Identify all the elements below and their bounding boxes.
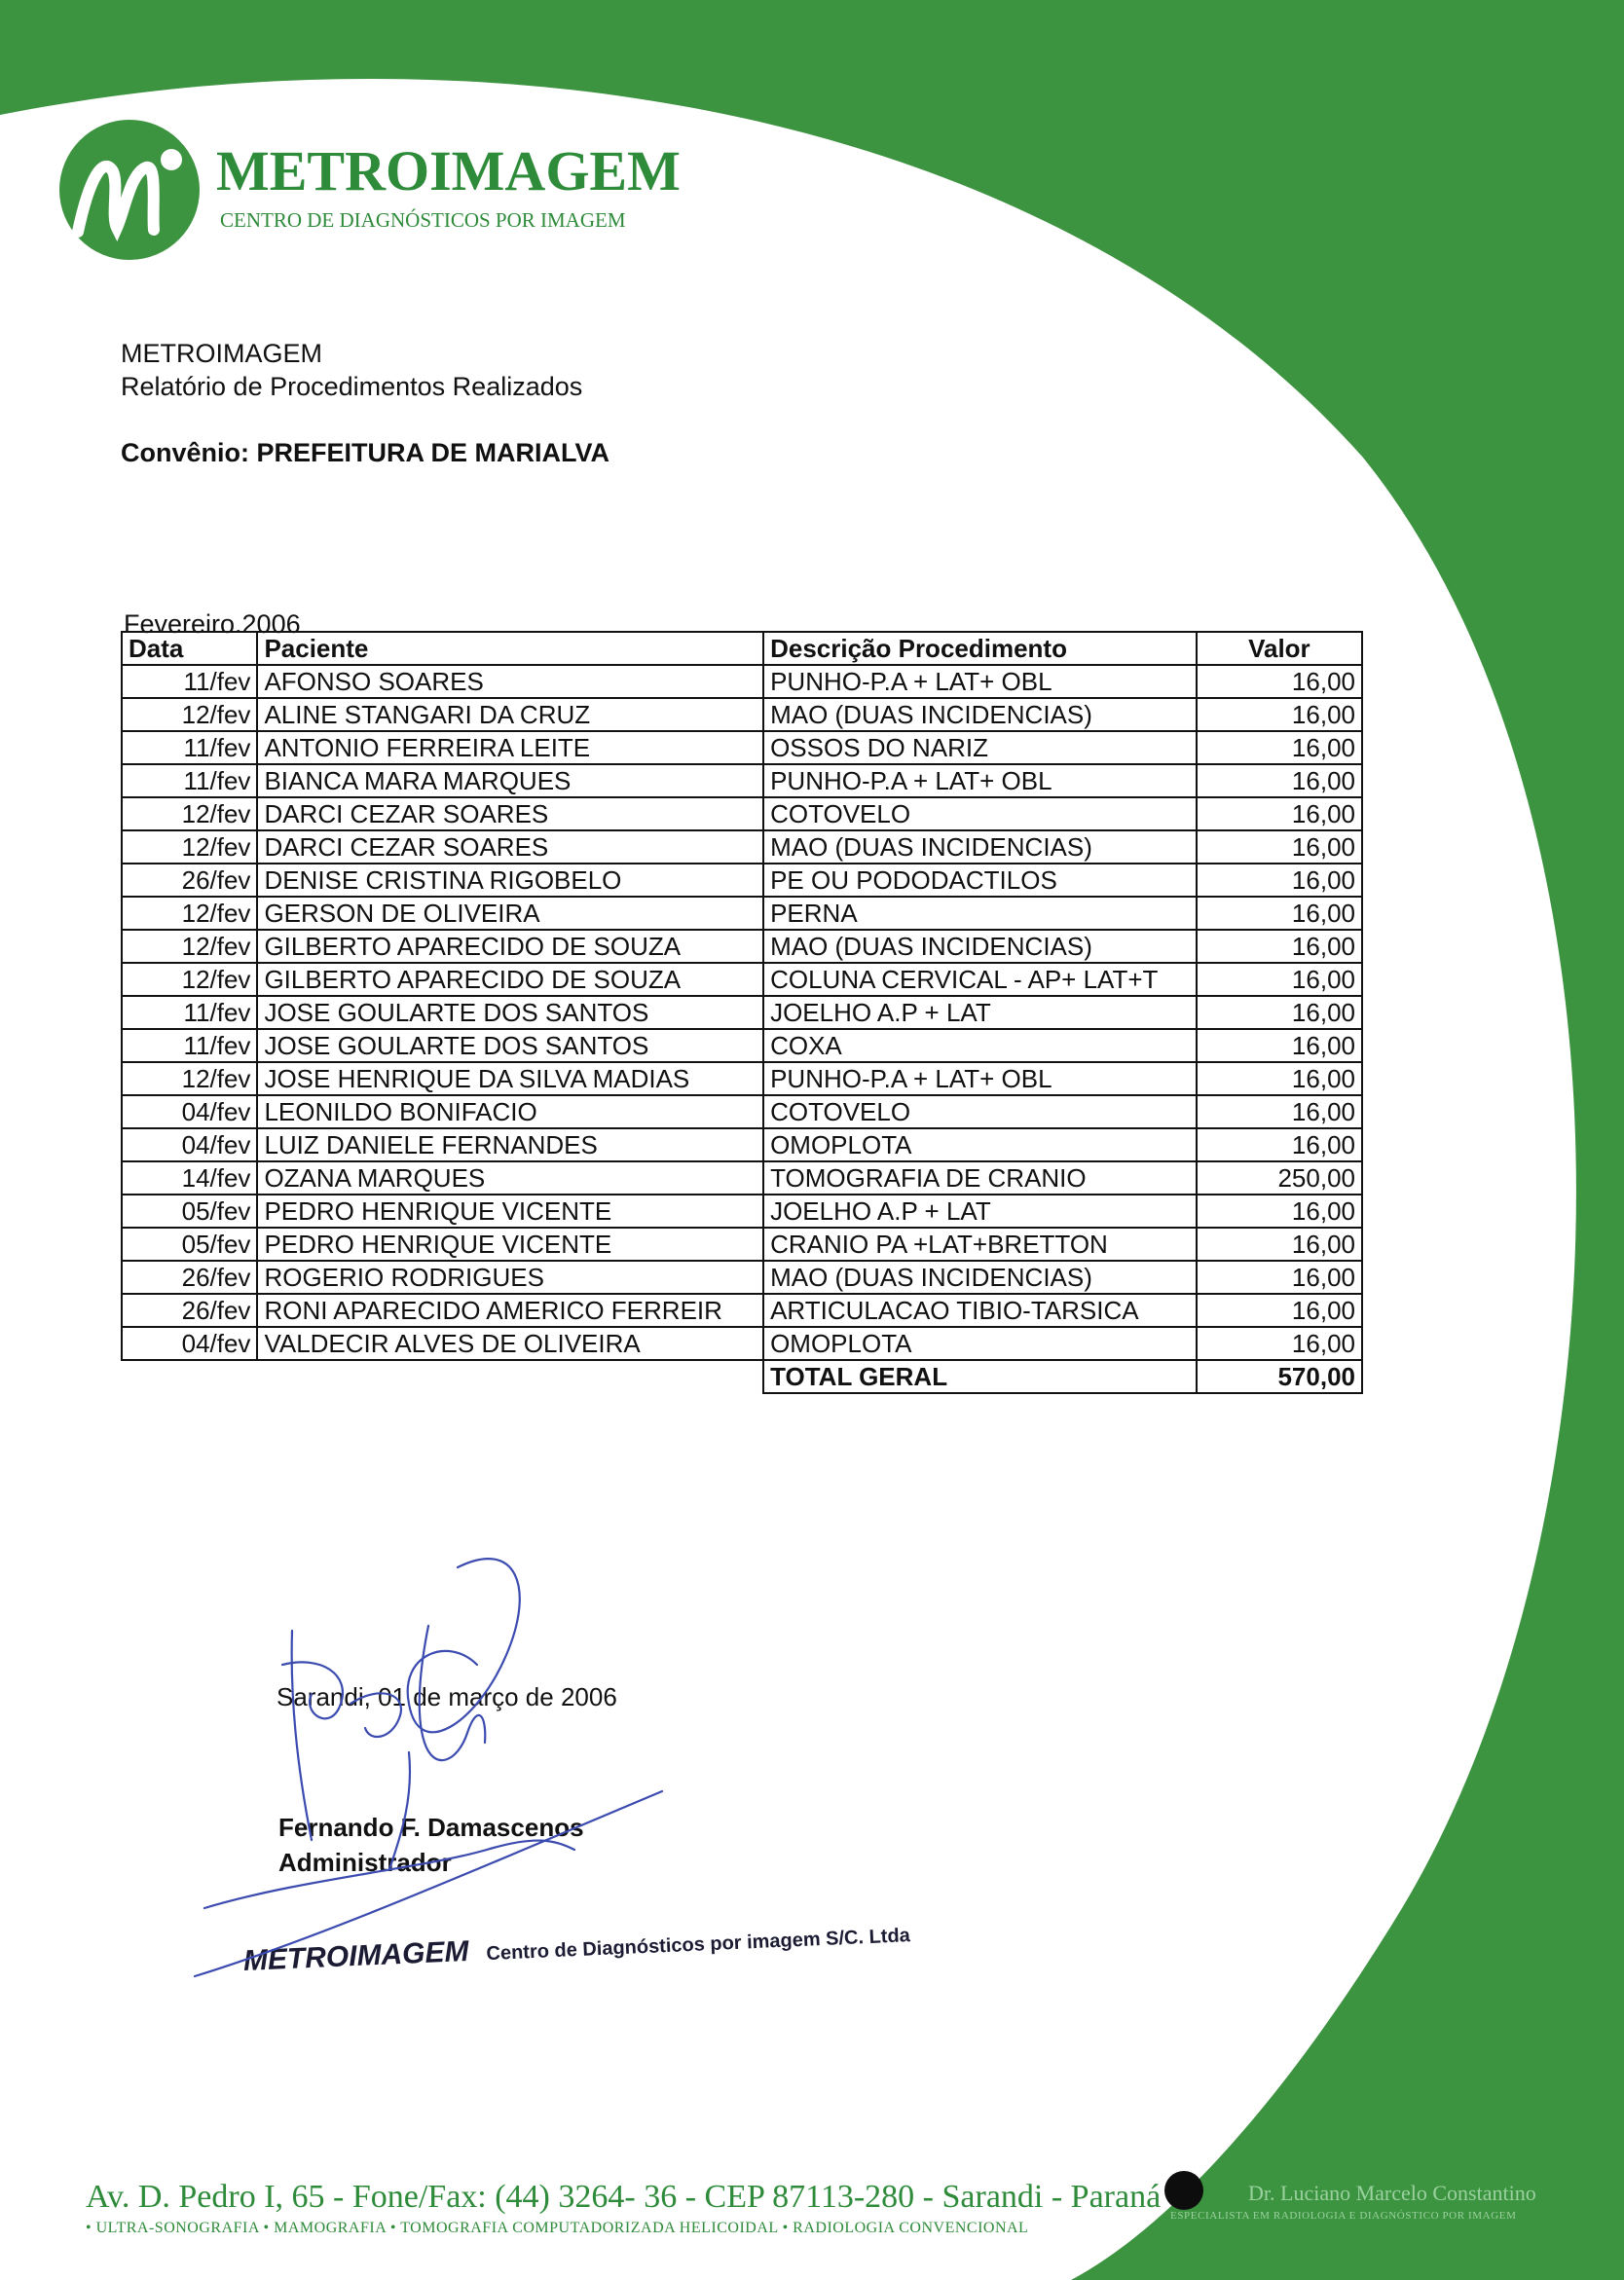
table-row (122, 1161, 1362, 1195)
column-header-procedure: Descrição Procedimento (763, 632, 1197, 665)
total-label: TOTAL GERAL (763, 1360, 1197, 1393)
table-row (122, 1062, 1362, 1095)
row-procedure: CRANIO PA +LAT+BRETTON (763, 1228, 1197, 1261)
row-date: 04/fev (122, 1095, 257, 1128)
procedures-table (121, 631, 1363, 1394)
row-patient: PEDRO HENRIQUE VICENTE (257, 1228, 763, 1261)
table-header-row (122, 632, 1362, 665)
row-value: 16,00 (1197, 1294, 1362, 1327)
total-value: 570,00 (1197, 1360, 1362, 1393)
table-row (122, 1294, 1362, 1327)
row-procedure: PUNHO-P.A + LAT+ OBL (763, 1062, 1197, 1095)
row-patient: GERSON DE OLIVEIRA (257, 897, 763, 930)
row-value: 16,00 (1197, 1327, 1362, 1360)
row-procedure: MAO (DUAS INCIDENCIAS) (763, 830, 1197, 864)
table-row (122, 797, 1362, 830)
report-period: Fevereiro.2006 (124, 609, 301, 639)
table-row (122, 1029, 1362, 1062)
brand-tagline: CENTRO DE DIAGNÓSTICOS POR IMAGEM (220, 208, 626, 232)
row-procedure: COTOVELO (763, 797, 1197, 830)
table-row (122, 1095, 1362, 1128)
row-procedure: OMOPLOTA (763, 1128, 1197, 1161)
row-date: 26/fev (122, 1294, 257, 1327)
row-procedure: JOELHO A.P + LAT (763, 996, 1197, 1029)
brand-name: METROIMAGEM (216, 139, 681, 202)
handwritten-signature (166, 1548, 711, 2015)
table-row (122, 897, 1362, 930)
row-value: 16,00 (1197, 1195, 1362, 1228)
row-procedure: PUNHO-P.A + LAT+ OBL (763, 665, 1197, 698)
footer-services: • ULTRA-SONOGRAFIA • MAMOGRAFIA • TOMOGRAFIA COMPUTADORIZADA HELICOIDAL • RADIOLOGIA CONVENCIONAL (86, 2220, 1029, 2236)
row-patient: JOSE HENRIQUE DA SILVA MADIAS (257, 1062, 763, 1095)
row-procedure: COLUNA CERVICAL - AP+ LAT+T (763, 963, 1197, 996)
report-title: Relatório de Procedimentos Realizados (121, 372, 583, 401)
row-date: 26/fev (122, 1261, 257, 1294)
table-row (122, 698, 1362, 731)
row-patient: PEDRO HENRIQUE VICENTE (257, 1195, 763, 1228)
row-date: 05/fev (122, 1195, 257, 1228)
row-procedure: MAO (DUAS INCIDENCIAS) (763, 930, 1197, 963)
row-patient: BIANCA MARA MARQUES (257, 764, 763, 797)
row-patient: VALDECIR ALVES DE OLIVEIRA (257, 1327, 763, 1360)
row-value: 16,00 (1197, 1095, 1362, 1128)
row-date: 12/fev (122, 797, 257, 830)
row-procedure: ARTICULACAO TIBIO-TARSICA (763, 1294, 1197, 1327)
table-row (122, 1261, 1362, 1294)
row-date: 05/fev (122, 1228, 257, 1261)
table-row (122, 1228, 1362, 1261)
row-procedure: PUNHO-P.A + LAT+ OBL (763, 764, 1197, 797)
metroimagem-logo-icon (56, 117, 203, 263)
row-patient: JOSE GOULARTE DOS SANTOS (257, 1029, 763, 1062)
row-date: 12/fev (122, 897, 257, 930)
row-procedure: MAO (DUAS INCIDENCIAS) (763, 1261, 1197, 1294)
row-date: 12/fev (122, 930, 257, 963)
doctor-name: Dr. Luciano Marcelo Constantino (1248, 2181, 1536, 2205)
row-value: 16,00 (1197, 764, 1362, 797)
table-row (122, 1195, 1362, 1228)
row-date: 11/fev (122, 665, 257, 698)
row-patient: OZANA MARQUES (257, 1161, 763, 1195)
row-procedure: PE OU PODODACTILOS (763, 864, 1197, 897)
row-date: 12/fev (122, 963, 257, 996)
convenio-line (121, 438, 609, 468)
row-procedure: OMOPLOTA (763, 1327, 1197, 1360)
row-patient: ANTONIO FERREIRA LEITE (257, 731, 763, 764)
row-value: 16,00 (1197, 996, 1362, 1029)
row-date: 12/fev (122, 1062, 257, 1095)
table-row (122, 864, 1362, 897)
row-patient: ROGERIO RODRIGUES (257, 1261, 763, 1294)
row-procedure: PERNA (763, 897, 1197, 930)
row-date: 11/fev (122, 996, 257, 1029)
table-row (122, 731, 1362, 764)
stamp-brand: METROIMAGEM (242, 1934, 470, 1977)
row-date: 12/fev (122, 830, 257, 864)
row-procedure: TOMOGRAFIA DE CRANIO (763, 1161, 1197, 1195)
row-value: 16,00 (1197, 1228, 1362, 1261)
row-procedure: OSSOS DO NARIZ (763, 731, 1197, 764)
row-value: 250,00 (1197, 1161, 1362, 1195)
place-date: Sarandi, 01 de março de 2006 (277, 1682, 617, 1711)
report-company: METROIMAGEM (121, 339, 322, 368)
row-value: 16,00 (1197, 1029, 1362, 1062)
signer-role: Administrador (278, 1848, 452, 1877)
total-row (122, 1360, 1362, 1393)
row-patient: LEONILDO BONIFACIO (257, 1095, 763, 1128)
row-patient: DARCI CEZAR SOARES (257, 830, 763, 864)
row-patient: DARCI CEZAR SOARES (257, 797, 763, 830)
row-value: 16,00 (1197, 864, 1362, 897)
table-row (122, 830, 1362, 864)
row-patient: GILBERTO APARECIDO DE SOUZA (257, 963, 763, 996)
row-value: 16,00 (1197, 830, 1362, 864)
table-row (122, 996, 1362, 1029)
table-row (122, 963, 1362, 996)
row-date: 11/fev (122, 1029, 257, 1062)
row-value: 16,00 (1197, 930, 1362, 963)
row-value: 16,00 (1197, 731, 1362, 764)
doctor-title: ESPECIALISTA EM RADIOLOGIA E DIAGNÓSTICO POR IMAGEM (1170, 2210, 1517, 2222)
row-procedure: JOELHO A.P + LAT (763, 1195, 1197, 1228)
row-patient: JOSE GOULARTE DOS SANTOS (257, 996, 763, 1029)
row-value: 16,00 (1197, 698, 1362, 731)
row-patient: RONI APARECIDO AMERICO FERREIR (257, 1294, 763, 1327)
convenio-label: Convênio: (121, 438, 249, 467)
table-row (122, 665, 1362, 698)
row-date: 04/fev (122, 1327, 257, 1360)
column-header-patient: Paciente (257, 632, 763, 665)
table-row (122, 764, 1362, 797)
convenio-value: PREFEITURA DE MARIALVA (256, 438, 610, 467)
row-value: 16,00 (1197, 1261, 1362, 1294)
footer-address: Av. D. Pedro I, 65 - Fone/Fax: (44) 3264- 36 - CEP 87113-280 - Sarandi - Paraná (86, 2179, 1162, 2215)
row-date: 11/fev (122, 764, 257, 797)
signer-name: Fernando F. Damascenos (278, 1813, 584, 1842)
table-row (122, 1327, 1362, 1360)
total-spacer (122, 1360, 763, 1393)
row-procedure: MAO (DUAS INCIDENCIAS) (763, 698, 1197, 731)
row-value: 16,00 (1197, 797, 1362, 830)
row-value: 16,00 (1197, 1062, 1362, 1095)
column-header-value: Valor (1197, 632, 1362, 665)
row-value: 16,00 (1197, 897, 1362, 930)
row-value: 16,00 (1197, 665, 1362, 698)
punch-hole-dot (1164, 2171, 1203, 2210)
row-date: 11/fev (122, 731, 257, 764)
table-row (122, 1128, 1362, 1161)
row-patient: LUIZ DANIELE FERNANDES (257, 1128, 763, 1161)
row-patient: AFONSO SOARES (257, 665, 763, 698)
table-row (122, 930, 1362, 963)
row-date: 26/fev (122, 864, 257, 897)
stamp-text: Centro de Diagnósticos por imagem S/C. Ltda (486, 1925, 911, 1966)
row-value: 16,00 (1197, 963, 1362, 996)
row-patient: GILBERTO APARECIDO DE SOUZA (257, 930, 763, 963)
row-date: 04/fev (122, 1128, 257, 1161)
column-header-date: Data (122, 632, 257, 665)
row-procedure: COXA (763, 1029, 1197, 1062)
row-patient: ALINE STANGARI DA CRUZ (257, 698, 763, 731)
row-date: 14/fev (122, 1161, 257, 1195)
row-patient: DENISE CRISTINA RIGOBELO (257, 864, 763, 897)
row-value: 16,00 (1197, 1128, 1362, 1161)
row-date: 12/fev (122, 698, 257, 731)
row-procedure: COTOVELO (763, 1095, 1197, 1128)
